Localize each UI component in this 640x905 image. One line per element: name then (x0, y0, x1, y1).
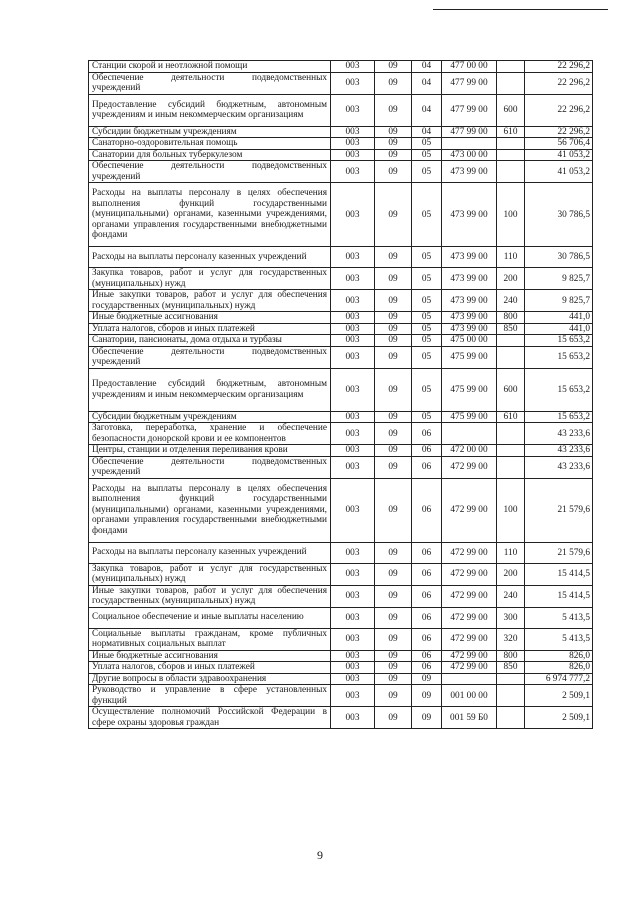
ministry-code: 003 (331, 607, 375, 628)
target-article-code: 475 99 00 (442, 411, 497, 423)
ministry-code: 003 (331, 161, 375, 183)
row-name: Иные закупки товаров, работ и услуг для обеспечения государственных (муниципальных) нужд (89, 290, 331, 312)
subsection-code: 06 (412, 628, 442, 650)
amount: 15 414,5 (525, 585, 593, 607)
amount: 9 825,7 (525, 268, 593, 290)
target-article-code: 001 00 00 (442, 685, 497, 707)
ministry-code: 003 (331, 423, 375, 445)
expense-type-code (497, 335, 525, 347)
table-row (89, 650, 593, 662)
table-row (89, 126, 593, 138)
table-row (89, 72, 593, 94)
subsection-code: 05 (412, 149, 442, 161)
target-article-code: 472 00 00 (442, 445, 497, 457)
row-name: Обеспечение деятельности подведомственных учреждений (89, 456, 331, 478)
expense-type-code: 200 (497, 268, 525, 290)
expense-type-code: 320 (497, 628, 525, 650)
row-name: Иные бюджетные ассигнования (89, 650, 331, 662)
subsection-code: 05 (412, 183, 442, 247)
expense-type-code: 300 (497, 607, 525, 628)
target-article-code: 477 99 00 (442, 72, 497, 94)
table-row (89, 685, 593, 707)
subsection-code: 04 (412, 61, 442, 73)
row-name: Станции скорой и неотложной помощи (89, 61, 331, 73)
ministry-code: 003 (331, 478, 375, 542)
ministry-code: 003 (331, 138, 375, 150)
amount: 9 825,7 (525, 290, 593, 312)
subsection-code: 05 (412, 161, 442, 183)
amount: 43 233,6 (525, 423, 593, 445)
subsection-code: 05 (412, 290, 442, 312)
target-article-code: 477 00 00 (442, 61, 497, 73)
amount: 826,0 (525, 662, 593, 674)
ministry-code: 003 (331, 411, 375, 423)
target-article-code (442, 138, 497, 150)
table-row (89, 707, 593, 729)
row-name: Расходы на выплаты персоналу казенных учреждений (89, 542, 331, 563)
ministry-code: 003 (331, 707, 375, 729)
subsection-code: 06 (412, 423, 442, 445)
section-code: 09 (375, 542, 412, 563)
table-row (89, 346, 593, 368)
row-name: Уплата налогов, сборов и иных платежей (89, 662, 331, 674)
expense-type-code (497, 346, 525, 368)
ministry-code: 003 (331, 268, 375, 290)
expense-type-code: 110 (497, 247, 525, 268)
section-code: 09 (375, 149, 412, 161)
target-article-code: 472 99 00 (442, 563, 497, 585)
subsection-code: 09 (412, 685, 442, 707)
expense-type-code: 100 (497, 183, 525, 247)
ministry-code: 003 (331, 346, 375, 368)
target-article-code: 473 99 00 (442, 312, 497, 324)
ministry-code: 003 (331, 247, 375, 268)
ministry-code: 003 (331, 61, 375, 73)
subsection-code: 06 (412, 478, 442, 542)
subsection-code: 06 (412, 542, 442, 563)
subsection-code: 06 (412, 650, 442, 662)
row-name: Санатории, пансионаты, дома отдыха и турбазы (89, 335, 331, 347)
row-name: Санаторно-оздоровительная помощь (89, 138, 331, 150)
expense-type-code (497, 707, 525, 729)
amount: 15 653,2 (525, 368, 593, 411)
expense-type-code (497, 456, 525, 478)
amount: 30 786,5 (525, 247, 593, 268)
expense-type-code (497, 61, 525, 73)
amount: 441,0 (525, 323, 593, 335)
expense-type-code: 610 (497, 411, 525, 423)
table-row (89, 423, 593, 445)
target-article-code: 472 99 00 (442, 650, 497, 662)
row-name: Предоставление субсидий бюджетным, автономным учреждениям и иным некоммерческим организациям (89, 94, 331, 126)
table-row (89, 149, 593, 161)
section-code: 09 (375, 707, 412, 729)
amount: 21 579,6 (525, 542, 593, 563)
row-name: Закупка товаров, работ и услуг для государственных (муниципальных) нужд (89, 268, 331, 290)
target-article-code: 001 59 Б0 (442, 707, 497, 729)
amount: 6 974 777,2 (525, 673, 593, 685)
section-code: 09 (375, 346, 412, 368)
subsection-code: 05 (412, 247, 442, 268)
subsection-code: 06 (412, 445, 442, 457)
table-row (89, 445, 593, 457)
ministry-code: 003 (331, 126, 375, 138)
amount: 15 653,2 (525, 346, 593, 368)
section-code: 09 (375, 445, 412, 457)
expense-type-code: 110 (497, 542, 525, 563)
row-name: Уплата налогов, сборов и иных платежей (89, 323, 331, 335)
target-article-code: 473 00 00 (442, 149, 497, 161)
expense-type-code (497, 445, 525, 457)
expense-type-code (497, 138, 525, 150)
target-article-code: 477 99 00 (442, 94, 497, 126)
section-code: 09 (375, 335, 412, 347)
table-row (89, 607, 593, 628)
subsection-code: 04 (412, 94, 442, 126)
subsection-code: 09 (412, 707, 442, 729)
section-code: 09 (375, 268, 412, 290)
row-name: Закупка товаров, работ и услуг для государственных (муниципальных) нужд (89, 563, 331, 585)
ministry-code: 003 (331, 183, 375, 247)
amount: 15 653,2 (525, 411, 593, 423)
table-row (89, 323, 593, 335)
ministry-code: 003 (331, 368, 375, 411)
section-code: 09 (375, 423, 412, 445)
target-article-code: 473 99 00 (442, 183, 497, 247)
amount: 30 786,5 (525, 183, 593, 247)
subsection-code: 06 (412, 662, 442, 674)
section-code: 09 (375, 323, 412, 335)
amount: 56 706,4 (525, 138, 593, 150)
table-row (89, 673, 593, 685)
target-article-code: 472 99 00 (442, 628, 497, 650)
target-article-code: 473 99 00 (442, 323, 497, 335)
table-row (89, 368, 593, 411)
target-article-code: 475 99 00 (442, 368, 497, 411)
table-row (89, 585, 593, 607)
amount: 5 413,5 (525, 607, 593, 628)
subsection-code: 05 (412, 323, 442, 335)
table-row (89, 161, 593, 183)
table-row (89, 335, 593, 347)
subsection-code: 05 (412, 346, 442, 368)
subsection-code: 06 (412, 563, 442, 585)
section-code: 09 (375, 411, 412, 423)
table-row (89, 542, 593, 563)
expense-type-code: 600 (497, 94, 525, 126)
section-code: 09 (375, 138, 412, 150)
row-name: Другие вопросы в области здравоохранения (89, 673, 331, 685)
section-code: 09 (375, 61, 412, 73)
table-row (89, 662, 593, 674)
section-code: 09 (375, 94, 412, 126)
section-code: 09 (375, 126, 412, 138)
amount: 441,0 (525, 312, 593, 324)
table-row (89, 138, 593, 150)
expense-type-code: 610 (497, 126, 525, 138)
expense-type-code: 100 (497, 478, 525, 542)
row-name: Расходы на выплаты персоналу в целях обеспечения выполнения функций государственными (муниципальными) органами, казенными учреждениями, органами управления государственными внебюджетными фондами (89, 478, 331, 542)
ministry-code: 003 (331, 290, 375, 312)
expense-type-code: 800 (497, 312, 525, 324)
row-name: Расходы на выплаты персоналу в целях обеспечения выполнения функций государственными (муниципальными) органами, казенными учреждениями, органами управления государственными внебюджетными фондами (89, 183, 331, 247)
ministry-code: 003 (331, 72, 375, 94)
target-article-code: 475 00 00 (442, 335, 497, 347)
expense-type-code: 200 (497, 563, 525, 585)
target-article-code: 472 99 00 (442, 478, 497, 542)
row-name: Иные закупки товаров, работ и услуг для обеспечения государственных (муниципальных) нужд (89, 585, 331, 607)
target-article-code: 473 99 00 (442, 290, 497, 312)
ministry-code: 003 (331, 628, 375, 650)
section-code: 09 (375, 161, 412, 183)
ministry-code: 003 (331, 662, 375, 674)
table-row (89, 247, 593, 268)
target-article-code (442, 423, 497, 445)
amount: 41 053,2 (525, 149, 593, 161)
subsection-code: 04 (412, 126, 442, 138)
section-code: 09 (375, 312, 412, 324)
amount: 826,0 (525, 650, 593, 662)
ministry-code: 003 (331, 323, 375, 335)
amount: 22 296,2 (525, 94, 593, 126)
target-article-code (442, 673, 497, 685)
section-code: 09 (375, 563, 412, 585)
amount: 22 296,2 (525, 72, 593, 94)
subsection-code: 05 (412, 268, 442, 290)
row-name: Центры, станции и отделения переливания крови (89, 445, 331, 457)
ministry-code: 003 (331, 685, 375, 707)
expense-type-code (497, 685, 525, 707)
target-article-code: 473 99 00 (442, 268, 497, 290)
expense-type-code: 850 (497, 323, 525, 335)
section-code: 09 (375, 368, 412, 411)
table-body (89, 61, 593, 729)
row-name: Обеспечение деятельности подведомственных учреждений (89, 72, 331, 94)
table-row (89, 411, 593, 423)
row-name: Осуществление полномочий Российской Федерации в сфере охраны здоровья граждан (89, 707, 331, 729)
target-article-code: 472 99 00 (442, 542, 497, 563)
subsection-code: 05 (412, 411, 442, 423)
section-code: 09 (375, 607, 412, 628)
row-name: Расходы на выплаты персоналу казенных учреждений (89, 247, 331, 268)
expense-type-code (497, 673, 525, 685)
table-row (89, 183, 593, 247)
target-article-code: 472 99 00 (442, 585, 497, 607)
expense-type-code: 850 (497, 662, 525, 674)
table-row (89, 312, 593, 324)
expense-type-code (497, 72, 525, 94)
row-name: Заготовка, переработка, хранение и обеспечение безопасности донорской крови и ее компонентов (89, 423, 331, 445)
amount: 43 233,6 (525, 456, 593, 478)
page-number: 9 (317, 848, 323, 862)
header-rule (433, 9, 608, 10)
expense-type-code: 240 (497, 585, 525, 607)
subsection-code: 05 (412, 335, 442, 347)
expense-type-code: 600 (497, 368, 525, 411)
expense-type-code (497, 423, 525, 445)
ministry-code: 003 (331, 312, 375, 324)
table-row (89, 563, 593, 585)
amount: 41 053,2 (525, 161, 593, 183)
amount: 5 413,5 (525, 628, 593, 650)
table-row (89, 268, 593, 290)
target-article-code: 473 99 00 (442, 161, 497, 183)
budget-table (88, 60, 593, 729)
target-article-code: 473 99 00 (442, 247, 497, 268)
row-name: Социальные выплаты гражданам, кроме публичных нормативных социальных выплат (89, 628, 331, 650)
amount: 15 414,5 (525, 563, 593, 585)
ministry-code: 003 (331, 456, 375, 478)
section-code: 09 (375, 456, 412, 478)
target-article-code: 475 99 00 (442, 346, 497, 368)
section-code: 09 (375, 72, 412, 94)
table-row (89, 456, 593, 478)
expense-type-code (497, 149, 525, 161)
amount: 22 296,2 (525, 126, 593, 138)
row-name: Руководство и управление в сфере установленных функций (89, 685, 331, 707)
target-article-code: 477 99 00 (442, 126, 497, 138)
table-row (89, 94, 593, 126)
row-name: Обеспечение деятельности подведомственных учреждений (89, 346, 331, 368)
ministry-code: 003 (331, 542, 375, 563)
row-name: Субсидии бюджетным учреждениям (89, 411, 331, 423)
ministry-code: 003 (331, 94, 375, 126)
target-article-code: 472 99 00 (442, 607, 497, 628)
section-code: 09 (375, 247, 412, 268)
table-row (89, 290, 593, 312)
subsection-code: 09 (412, 673, 442, 685)
row-name: Обеспечение деятельности подведомственных учреждений (89, 161, 331, 183)
section-code: 09 (375, 685, 412, 707)
section-code: 09 (375, 662, 412, 674)
subsection-code: 06 (412, 585, 442, 607)
table-row (89, 628, 593, 650)
amount: 22 296,2 (525, 61, 593, 73)
section-code: 09 (375, 585, 412, 607)
row-name: Иные бюджетные ассигнования (89, 312, 331, 324)
table-row (89, 61, 593, 73)
subsection-code: 04 (412, 72, 442, 94)
amount: 15 653,2 (525, 335, 593, 347)
target-article-code: 472 99 00 (442, 456, 497, 478)
expense-type-code (497, 161, 525, 183)
subsection-code: 06 (412, 607, 442, 628)
table-row (89, 478, 593, 542)
subsection-code: 05 (412, 138, 442, 150)
subsection-code: 05 (412, 312, 442, 324)
amount: 21 579,6 (525, 478, 593, 542)
section-code: 09 (375, 478, 412, 542)
ministry-code: 003 (331, 585, 375, 607)
section-code: 09 (375, 673, 412, 685)
ministry-code: 003 (331, 445, 375, 457)
ministry-code: 003 (331, 563, 375, 585)
subsection-code: 06 (412, 456, 442, 478)
subsection-code: 05 (412, 368, 442, 411)
section-code: 09 (375, 650, 412, 662)
ministry-code: 003 (331, 149, 375, 161)
expense-type-code: 800 (497, 650, 525, 662)
row-name: Предоставление субсидий бюджетным, автономным учреждениям и иным некоммерческим организациям (89, 368, 331, 411)
amount: 43 233,6 (525, 445, 593, 457)
section-code: 09 (375, 628, 412, 650)
row-name: Социальное обеспечение и иные выплаты населению (89, 607, 331, 628)
ministry-code: 003 (331, 673, 375, 685)
amount: 2 509,1 (525, 685, 593, 707)
row-name: Санатории для больных туберкулезом (89, 149, 331, 161)
amount: 2 509,1 (525, 707, 593, 729)
target-article-code: 472 99 00 (442, 662, 497, 674)
ministry-code: 003 (331, 650, 375, 662)
section-code: 09 (375, 290, 412, 312)
ministry-code: 003 (331, 335, 375, 347)
section-code: 09 (375, 183, 412, 247)
expense-type-code: 240 (497, 290, 525, 312)
row-name: Субсидии бюджетным учреждениям (89, 126, 331, 138)
